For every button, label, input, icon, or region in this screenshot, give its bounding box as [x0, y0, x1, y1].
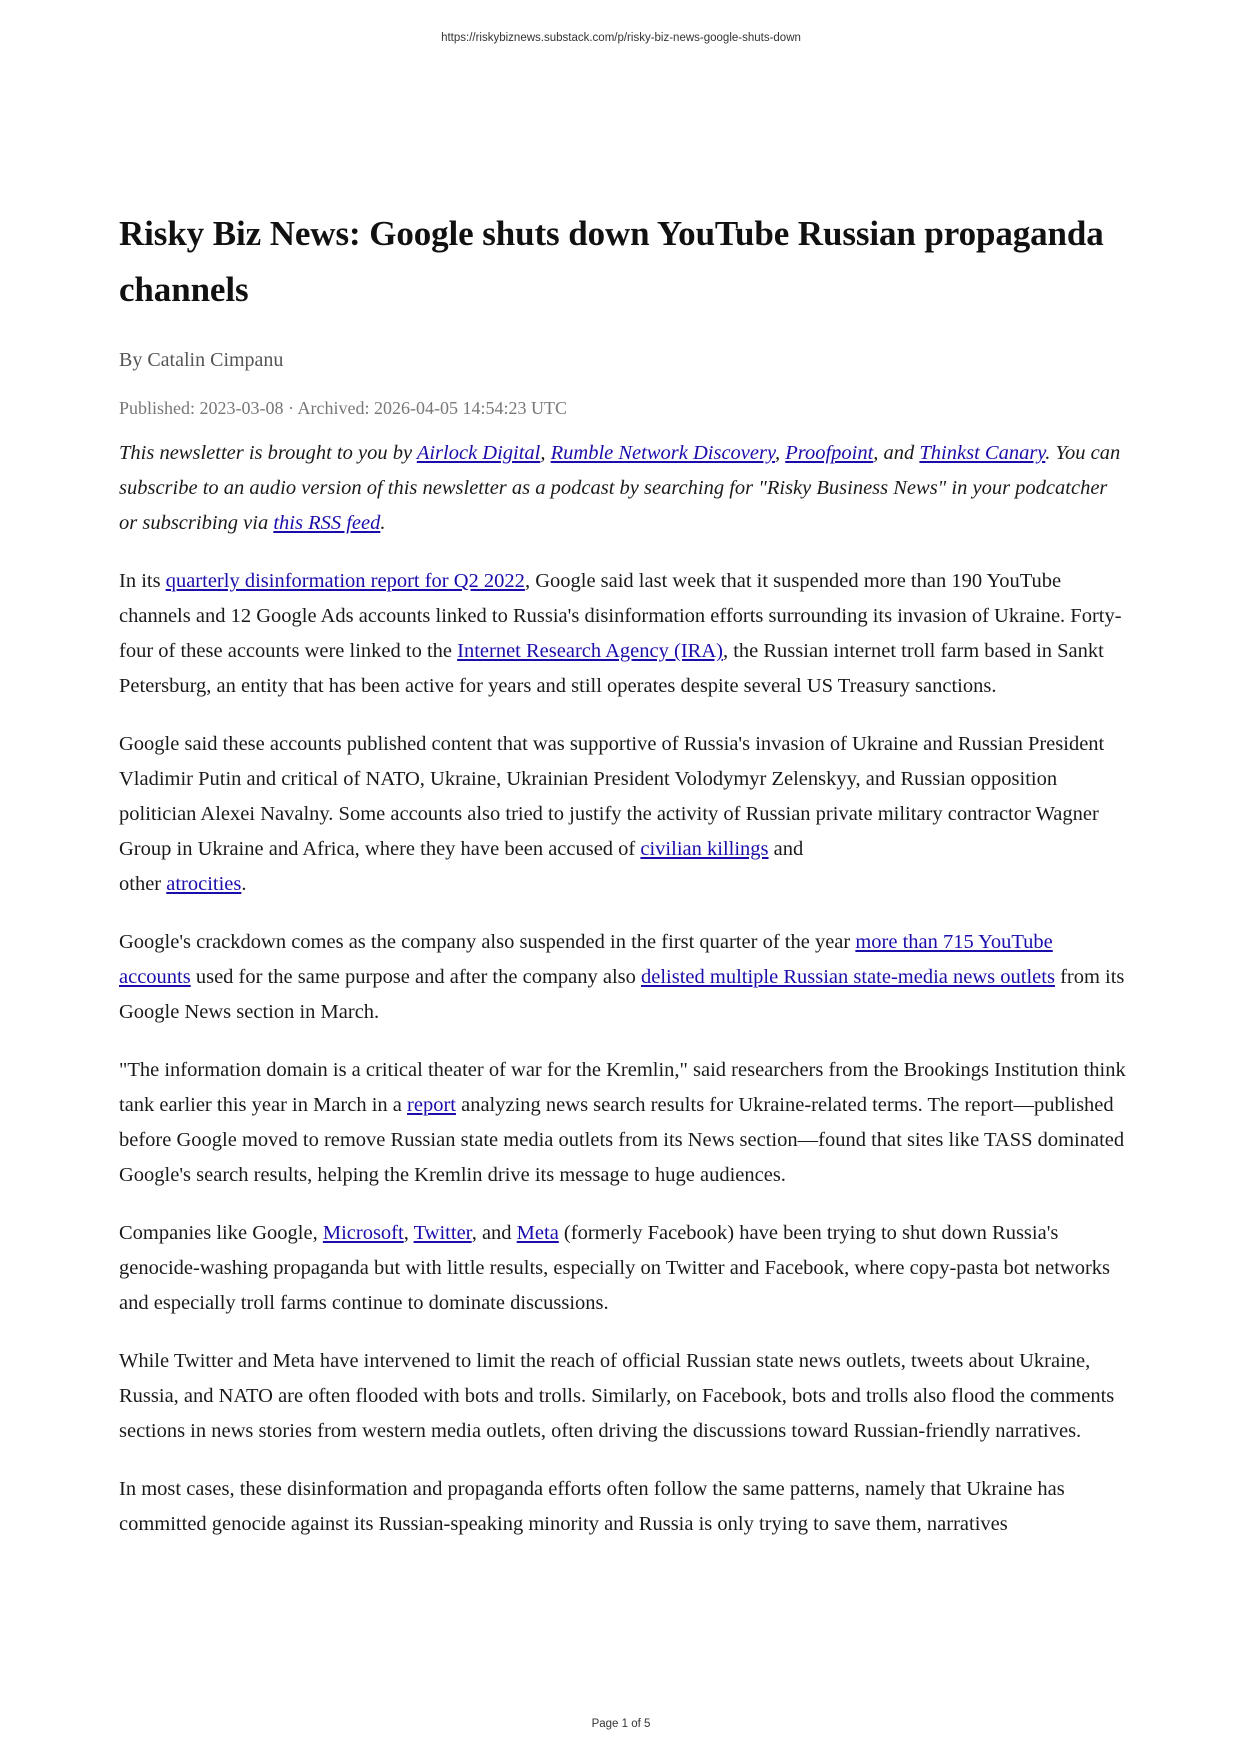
article-title: Risky Biz News: Google shuts down YouTube Russian propaganda channels [119, 214, 1104, 309]
twitter-link[interactable]: Twitter [413, 1222, 472, 1244]
paragraph-2: Google said these accounts published content that was supportive of Russia's invasion of Ukraine and Russian President Vladimir Putin and critical of NATO, Ukraine, Ukrainian President Volodymyr Zelenskyy, and Russian opposition politician Alexei Navalny. Some accounts also tried to justify the activity of Russian private military contractor Wagner Group in Ukraine and Africa, where they have been accused of civilian killings and other atrocities. [119, 733, 1105, 895]
civilian-killings-link[interactable]: civilian killings [640, 838, 769, 860]
paragraph-1: In its quarterly disinformation report for Q2 2022, Google said last week that it suspended more than 190 YouTube channels and 12 Google Ads accounts linked to Russia's disinformation efforts surrounding its invasion of Ukraine. Forty-four of these accounts were linked to the Internet Research Agency (IRA), the Russian internet troll farm based in Sankt Petersburg, an entity that has been active for years and still operates despite several US Treasury sanctions. [119, 570, 1122, 697]
proofpoint-link[interactable]: Proofpoint [785, 442, 874, 464]
atrocities-link[interactable]: atrocities [166, 873, 242, 895]
page-url: https://riskybiznews.substack.com/p/risky-biz-news-google-shuts-down [441, 32, 801, 44]
paragraph-5: Companies like Google, Microsoft, Twitter, and Meta (formerly Facebook) have been trying to shut down Russia's genocide-washing propaganda but with little results, especially on Twitter and Facebook, where copy-pasta bot networks and especially troll farms continue to dominate discussions. [119, 1222, 1111, 1314]
youtube-accounts-link[interactable]: more than 715 YouTube accounts [119, 931, 1053, 988]
paragraph-3: Google's crackdown comes as the company also suspended in the first quarter of the year more than 715 YouTube accounts used for the same purpose and after the company also delisted multiple Russian state-media news outlets from its Google News section in March. [119, 931, 1125, 1023]
microsoft-link[interactable]: Microsoft [322, 1222, 404, 1244]
report-link[interactable]: report [407, 1094, 456, 1116]
paragraph-4: "The information domain is a critical theater of war for the Kremlin," said researchers from the Brookings Institution think tank earlier this year in March in a report analyzing news search results for Ukraine-related terms. The report—published before Google moved to remove Russian state media outlets from its News section—found that sites like TASS dominated Google's search results, helping the Kremlin drive its message to huge audiences. [119, 1059, 1126, 1186]
rss-feed-link[interactable]: this RSS feed [273, 512, 381, 534]
ira-link[interactable]: Internet Research Agency (IRA) [457, 640, 723, 662]
meta-link[interactable]: Meta [516, 1222, 559, 1244]
thinkst-canary-link[interactable]: Thinkst Canary [919, 442, 1046, 464]
byline: By Catalin Cimpanu [119, 349, 284, 371]
quarterly-report-link[interactable]: quarterly disinformation report for Q2 2022 [165, 570, 525, 592]
publish-meta: Published: 2023-03-08 · Archived: 2026-04-05 14:54:23 UTC [119, 398, 567, 418]
rumble-network-discovery-link[interactable]: Rumble Network Discovery [550, 442, 775, 464]
page-number: Page 1 of 5 [591, 1718, 651, 1730]
paragraph-6: While Twitter and Meta have intervened to limit the reach of official Russian state news outlets, tweets about Ukraine, Russia, and NATO are often flooded with bots and trolls. Similarly, on Facebook, bots and trolls also flood the comments sections in news stories from western media outlets, often driving the discussions toward Russian-friendly narratives. [119, 1350, 1115, 1442]
article [119, 206, 1129, 1542]
airlock-digital-link[interactable]: Airlock Digital [416, 442, 541, 464]
sponsor-note: This newsletter is brought to you by Airlock Digital, Rumble Network Discovery, Proofpoint, and Thinkst Canary. You can subscribe to an audio version of this newsletter as a podcast by searching for "Risky Business News" in your podcatcher or subscribing via this RSS feed. [119, 442, 1121, 534]
delisted-outlets-link[interactable]: delisted multiple Russian state-media news outlets [641, 966, 1055, 988]
paragraph-7: In most cases, these disinformation and propaganda efforts often follow the same patterns, namely that Ukraine has committed genocide against its Russian-speaking minority and Russia is only trying to save them, narratives [119, 1478, 1065, 1535]
